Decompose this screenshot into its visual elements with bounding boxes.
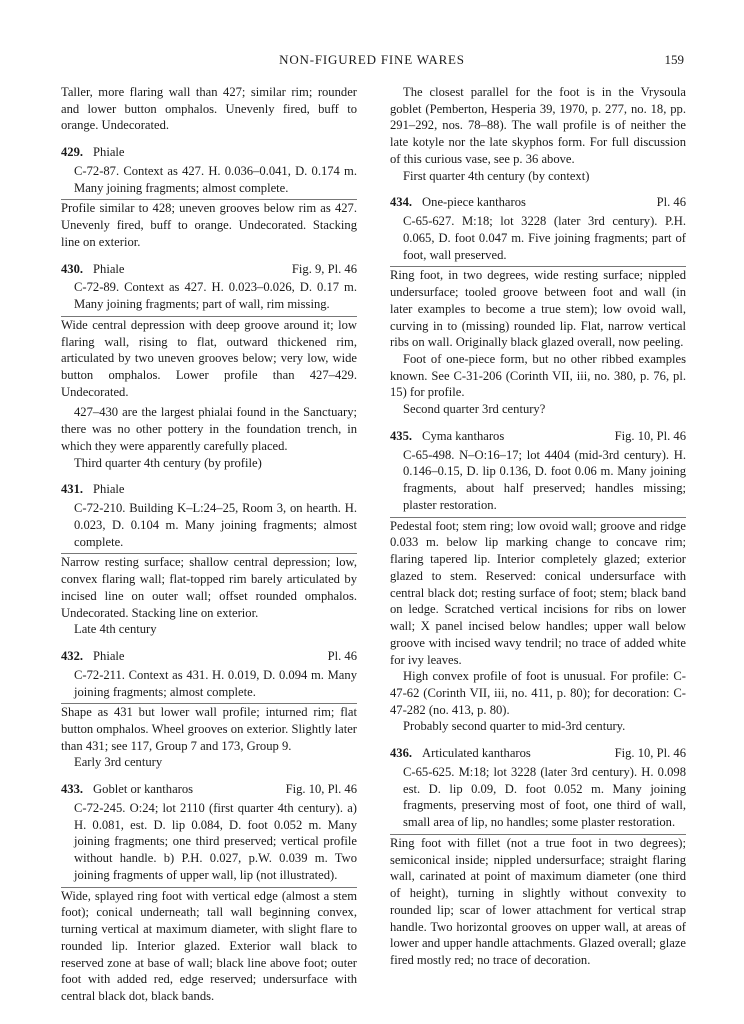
left-column [61, 84, 357, 1005]
entry-heading-430 [61, 261, 357, 278]
entry-title: Phiale [93, 145, 125, 160]
catalogue-data-429: C-72-87. Context as 427. H. 0.036–0.041, D. 0.174 m. Many joining fragments; almost complete. [61, 163, 357, 200]
plate-reference: Fig. 10, Pl. 46 [614, 746, 686, 761]
date-435: Probably second quarter to mid-3rd century. [403, 719, 626, 734]
entry-number: 432. [61, 649, 84, 664]
date-434: Second quarter 3rd century? [403, 402, 546, 417]
catalogue-data-433: C-72-245. O:24; lot 2110 (first quarter 4th century). a) H. 0.081, est. D. lip 0.084, D. foot 0.052 m. Many joining fragments; one third preserved; vertical profile without handle. b) P.H. 0.027, p.W. 0.039 m. Two joining fragments of upper wall, lip (not illustrated). [61, 800, 357, 888]
entry-heading-431 [61, 481, 357, 498]
entry-number: 431. [61, 482, 84, 497]
description-431: Narrow resting surface; shallow central depression; low, convex flaring wall; flat-topped rim barely articulated by incised line on outer wall; offset rounded omphalos. Undecorated. Stacking line on exterior. [61, 555, 357, 620]
page-header [60, 52, 684, 70]
entry-heading-432 [61, 648, 357, 665]
entry-number: 429. [61, 145, 84, 160]
catalogue-data-432: C-72-211. Context as 431. H. 0.019, D. 0.094 m. Many joining fragments; almost complete. [61, 667, 357, 704]
plate-reference: Fig. 10, Pl. 46 [614, 428, 686, 443]
plate-reference: Pl. 46 [656, 195, 686, 210]
right-column [390, 84, 686, 969]
note-427-430: 427–430 are the largest phialai found in the Sanctuary; there was no other pottery in the foundation trench, in which they were apparently carefully placed. [61, 405, 357, 453]
catalogue-data-435: C-65-498. N–O:16–17; lot 4404 (mid-3rd century). H. 0.146–0.15, D. lip 0.136, D. foot 0.06 m. Many joining fragments, about half preserved; handles missing; plaster restoration. [390, 447, 686, 518]
plate-reference: Fig. 9, Pl. 46 [291, 261, 357, 276]
catalogue-data-434: C-65-627. M:18; lot 3228 (later 3rd century). P.H. 0.065, D. foot 0.047 m. Five joining fragments; part of foot, wall preserved. [390, 213, 686, 267]
entry-title: One-piece kantharos [422, 195, 526, 210]
entry-title: Cyma kantharos [422, 428, 505, 443]
date-433: First quarter 4th century (by context) [403, 168, 590, 183]
note-435: High convex profile of foot is unusual. For profile: C-47-62 (Corinth VII, iii, no. 411, p. 80); for decoration: C-47-282 (no. 413, p. 80). [390, 669, 686, 717]
description-430: Wide central depression with deep groove around it; low flaring wall, rising to flat, outward thickened rim, articulated by two uneven grooves below; very low, wide button omphalos. Lower profile than 427–429. Undecorated. [61, 317, 357, 399]
catalogue-data-430: C-72-89. Context as 427. H. 0.023–0.026, D. 0.17 m. Many joining fragments; part of wall, rim missing. [61, 279, 357, 316]
entry-number: 434. [390, 195, 413, 210]
running-head: NON-FIGURED FINE WARES [279, 52, 465, 67]
entry-title: Articulated kantharos [422, 746, 531, 761]
entry-number: 435. [390, 428, 413, 443]
date-432: Early 3rd century [74, 755, 163, 770]
entry-heading-435 [390, 428, 686, 445]
date-431: Late 4th century [74, 622, 157, 637]
date-427-430: Third quarter 4th century (by profile) [74, 455, 262, 470]
description-429: Profile similar to 428; uneven grooves below rim as 427. Unevenly fired, buff to orange. Undecorated. Stacking line on exterior. [61, 201, 357, 249]
paragraph-428-continued: Taller, more flaring wall than 427; similar rim; rounder and lower button omphalos. Unevenly fired, buff to orange. Undecorated. [61, 85, 357, 133]
catalogue-data-431: C-72-210. Building K–L:24–25, Room 3, on hearth. H. 0.023, D. 0.104 m. Many joining fragments; almost complete. [61, 500, 357, 554]
entry-number: 430. [61, 261, 84, 276]
description-432: Shape as 431 but lower wall profile; inturned rim; flat button omphalos. Wheel grooves on exterior. Slightly later than 431; see 117, Group 7 and 173, Group 9. [61, 705, 357, 753]
description-434: Ring foot, in two degrees, wide resting surface; nippled undersurface; tooled groove between foot and wall (in later examples to become a true stem); low ovoid wall, curving in to (missing) rounded lip. Flat, narrow vertical ribs on wall. Originally black glazed overall, now peeling. [390, 268, 686, 350]
entry-heading-436 [390, 745, 686, 762]
description-436: Ring foot with fillet (not a true foot in two degrees); semiconical inside; nippled undersurface; straight flaring wall, carinated at point of maximum diameter (one third of height), turning in slightly without convexity to rounded lip; scar of lower attachment for vertical strap handle. Two horizontal grooves on upper wall, at areas of lower and upper handle attachments. Glazed overall; glaze fired mostly red; no trace of decoration. [390, 835, 686, 967]
entry-title: Phiale [93, 482, 125, 497]
entry-title: Phiale [93, 649, 125, 664]
note-434: Foot of one-piece form, but no other ribbed examples known. See C-31-206 (Corinth VII, iii, no. 380, p. 76, pl. 15) for profile. [390, 352, 686, 400]
page-number: 159 [664, 52, 684, 67]
paragraph-433-continued: The closest parallel for the foot is in the Vrysoula goblet (Pemberton, Hesperia 39, 1970, p. 277, no. 18, pp. 291–292, nos. 78–88). The wall profile is of neither the late kotyle nor the late skyphos form. For full discussion of this curious vase, see p. 36 above. [390, 85, 686, 166]
entry-heading-434 [390, 194, 686, 211]
plate-reference: Pl. 46 [327, 649, 357, 664]
entry-title: Phiale [93, 261, 125, 276]
description-435: Pedestal foot; stem ring; low ovoid wall; groove and ridge 0.033 m. below lip marking change to concave rim; flaring tapered lip. Interior completely glazed; exterior glazed to stem. Reserved: conical undersurface with central black dot; resting surface of foot; stem; black band on ledge. Scratched vertical incisions for ribs on lower wall; X panel incised below handles; upper wall below groove with incised wavy tendril; no trace of added white for ivy leaves. [390, 518, 686, 667]
entry-heading-429 [61, 144, 357, 161]
entry-heading-433 [61, 781, 357, 798]
description-433: Wide, splayed ring foot with vertical edge (almost a stem foot); conical underneath; tall wall beginning convex, turning vertical at maximum diameter, with slight flare to rounded lip. Interior glazed. Exterior wall black to reserved zone at base of wall; black line above foot; outer foot with added red, edge reserved; undersurface with central black dot, black bands. [61, 888, 357, 1003]
entry-number: 433. [61, 782, 84, 797]
entry-title: Goblet or kantharos [93, 782, 194, 797]
catalogue-data-436: C-65-625. M:18; lot 3228 (later 3rd century). H. 0.098 est. D. lip 0.09, D. foot 0.052 m. Many joining fragments, preserving most of foot, one third of wall, small area of lip, no handles; some plaster restoration. [390, 764, 686, 835]
plate-reference: Fig. 10, Pl. 46 [285, 782, 357, 797]
entry-number: 436. [390, 746, 413, 761]
